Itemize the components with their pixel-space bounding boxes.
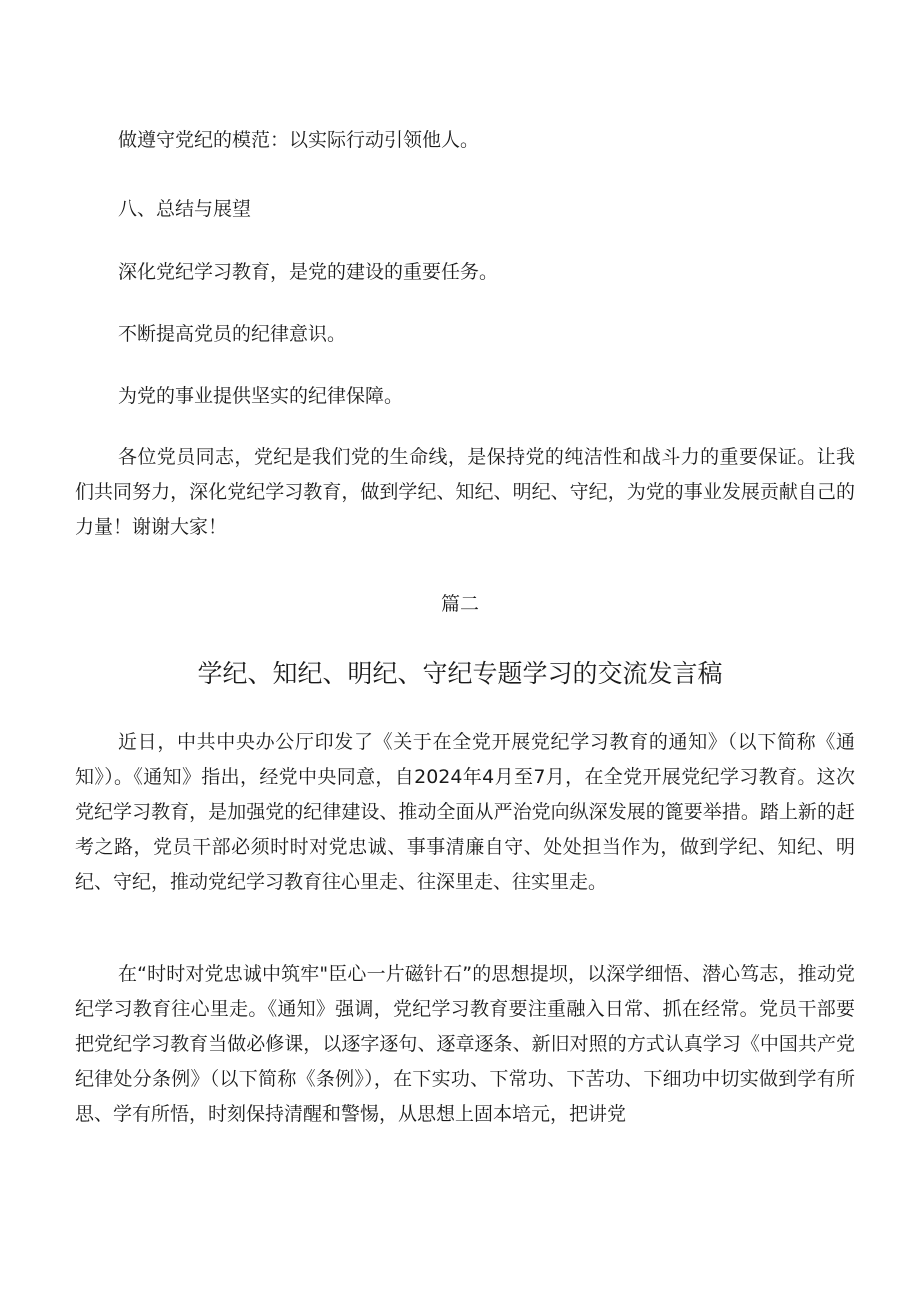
section-label: 篇二 <box>440 593 479 615</box>
closing-paragraph: 各位党员同志，党纪是我们党的生命线，是保持党的纯洁性和战斗力的重要保证。让我们共同努力，深化党纪学习教育，做到学纪、知纪、明纪、守纪，为党的事业发展贡献自己的力量！谢谢大家！ <box>75 446 855 538</box>
article-title: 学纪、知纪、明纪、守纪专题学习的交流发言稿 <box>197 659 723 688</box>
section-heading-summary: 八、总结与展望 <box>118 198 252 220</box>
body-paragraph-1: 近日，中共中央办公厅印发了《关于在全党开展党纪学习教育的通知》（以下简称《通知》）。《通知》指出，经党中央同意，自2024年4月至7月，在全党开展党纪学习教育。这次党纪学习教育，是加强党的纪律建设、推动全面从严治党向纵深发展的篦要举措。踏上新的赶考之路，党员干部必须时时对党忠诚、事事清廉自守、处处担当作为，做到学纪、知纪、明纪、守纪，推动党纪学习教育往心里走、往深里走、往实里走。 <box>75 731 855 893</box>
text-line-2: 深化党纪学习教育，是党的建设的重要任务。 <box>118 261 499 283</box>
text-line-3: 不断提高党员的纪律意识。 <box>118 323 347 345</box>
text-line-1: 做遵守党纪的模范：以实际行动引领他人。 <box>118 129 480 151</box>
text-line-4: 为党的事业提供坚实的纪律保障。 <box>118 385 404 407</box>
body-paragraph-2: 在“时时对党忠诚中筑牢"臣心一片磁针石”的思想提坝，以深学细悟、潜心笃志，推动党纪学习教育往心里走。《通知》强调，党纪学习教育要注重融入日常、抓在经常。党员干部要把党纪学习教育当做必修课，以逐字逐句、逐章逐条、新旧对照的方式认真学习《中国共产党纪律处分条例》（以下简称《条例》），在下实功、下常功、下苦功、下细功中切实做到学有所思、学有所悟，时刻保持清醒和警惕，从思想上固本培元，把讲党 <box>75 963 855 1125</box>
